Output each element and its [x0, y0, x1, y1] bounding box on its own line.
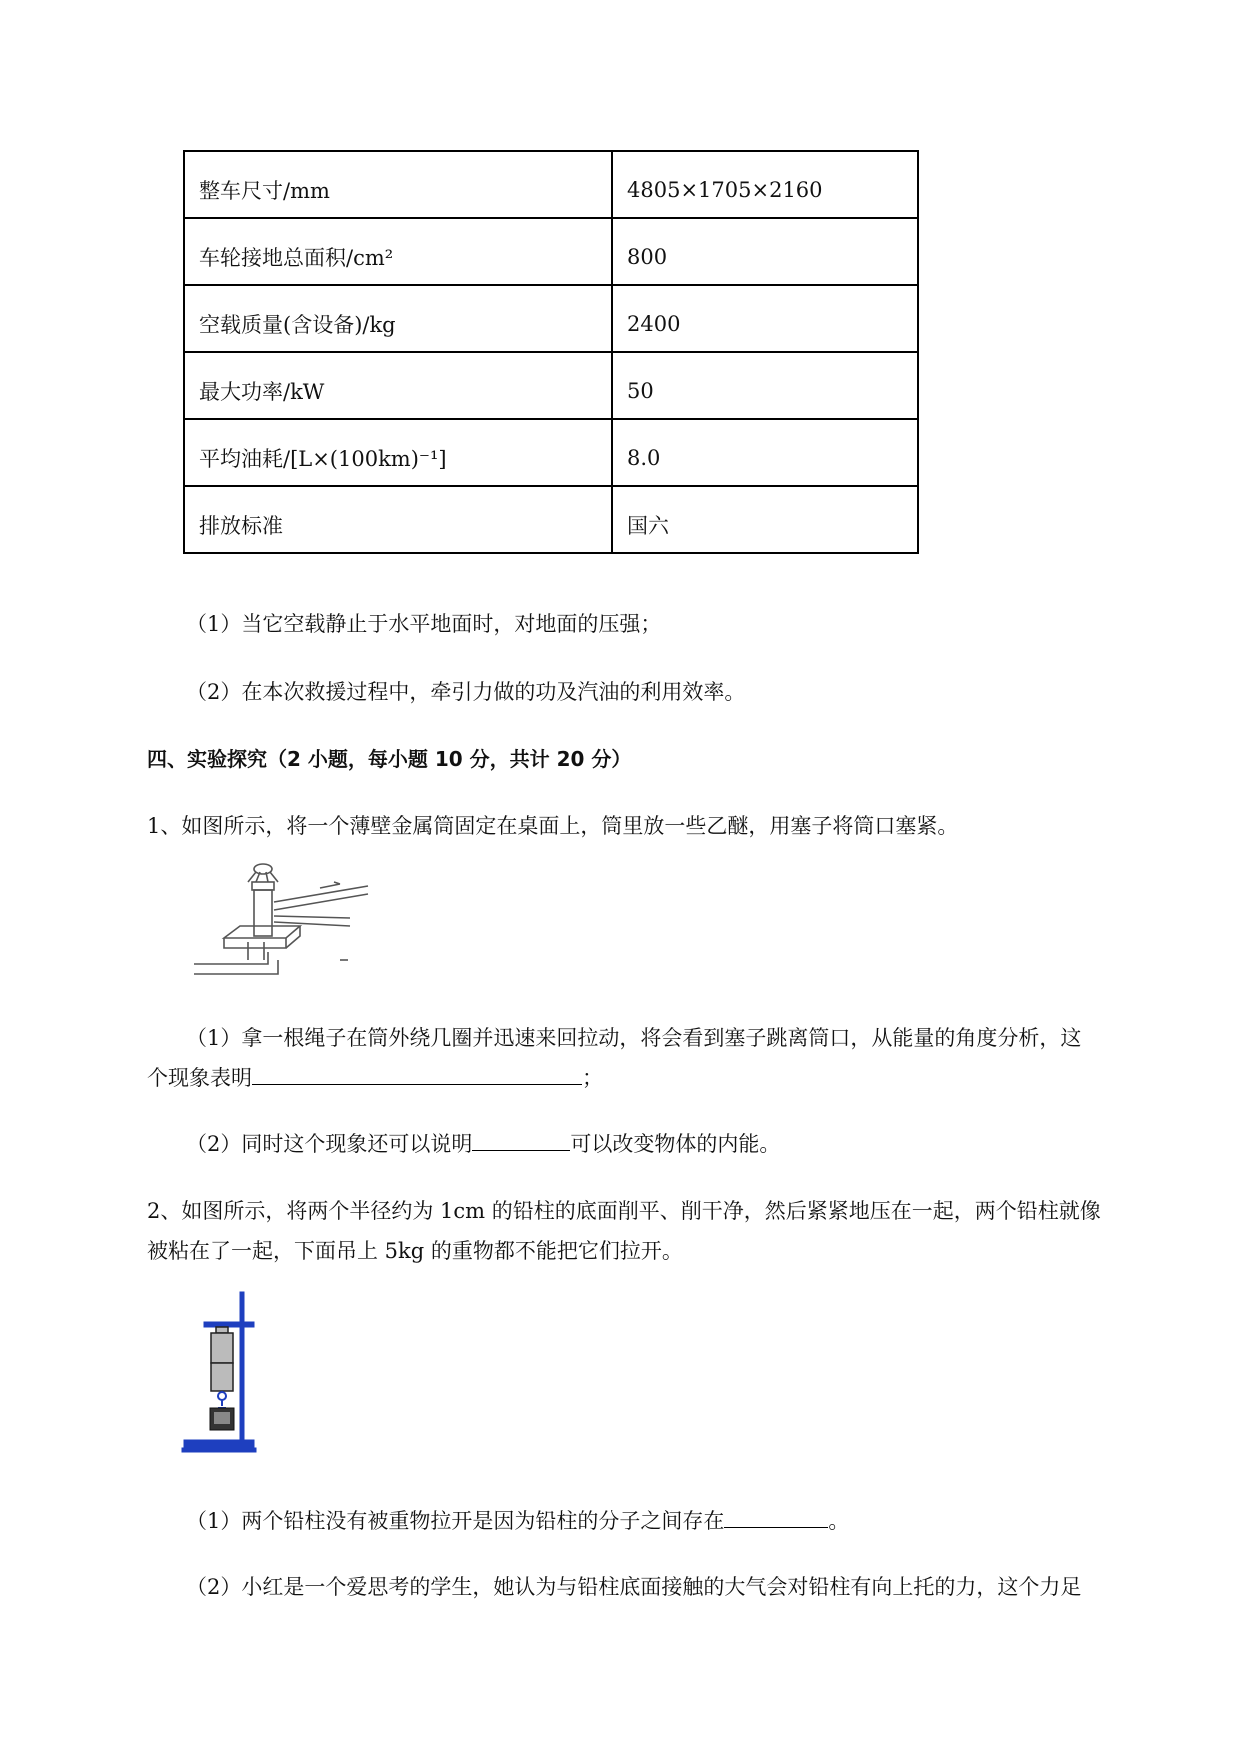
table-cell-value: 国六	[612, 486, 918, 553]
table-cell-value: 800	[612, 218, 918, 285]
table-cell-value: 8.0	[612, 419, 918, 486]
table-cell-value: 2400	[612, 285, 918, 352]
table-cell-label: 整车尺寸/mm	[184, 151, 612, 218]
question-1: （1）当它空载静止于水平地面时，对地面的压强；	[186, 612, 662, 636]
table-cell-label: 最大功率/kW	[184, 352, 612, 419]
p2-sub1-end: 。	[828, 1509, 850, 1533]
table-row	[184, 285, 918, 352]
table-row	[184, 352, 918, 419]
table-cell-value: 50	[612, 352, 918, 419]
p2-sub1-text: （1）两个铅柱没有被重物拉开是因为铅柱的分子之间存在	[186, 1509, 725, 1533]
p1-sub1-text: 个现象表明	[147, 1066, 252, 1090]
answer-blank-2[interactable]	[472, 1128, 570, 1151]
section-title: 四、实验探究（2 小题，每小题 10 分，共计 20 分）	[147, 747, 632, 771]
p2-sub1	[186, 1505, 849, 1535]
metal-tube-figure	[190, 860, 380, 985]
p2-sub2: （2）小红是一个爱思考的学生，她认为与铅柱底面接触的大气会对铅柱有向上托的力，这个力足	[186, 1575, 1082, 1599]
table-cell-label: 车轮接地总面积/cm²	[184, 218, 612, 285]
table-row	[184, 419, 918, 486]
answer-blank-3[interactable]	[724, 1505, 828, 1528]
spec-table	[183, 150, 919, 554]
question-2: （2）在本次救援过程中，牵引力做的功及汽油的利用效率。	[186, 680, 746, 704]
lead-cylinder-figure	[180, 1290, 260, 1460]
problem2-stem-line1: 2、如图所示，将两个半径约为 1cm 的铅柱的底面削平、削干净，然后紧紧地压在一起，两个铅柱就像	[147, 1199, 1101, 1223]
problem1-stem: 1、如图所示，将一个薄壁金属筒固定在桌面上，筒里放一些乙醚，用塞子将筒口塞紧。	[147, 814, 959, 838]
p1-sub2-end: 可以改变物体的内能。	[570, 1132, 781, 1156]
problem2-stem-line2: 被粘在了一起，下面吊上 5kg 的重物都不能把它们拉开。	[147, 1239, 683, 1263]
table-cell-label: 空载质量(含设备)/kg	[184, 285, 612, 352]
p1-sub1-end: ；	[582, 1066, 603, 1090]
answer-blank-1[interactable]	[252, 1062, 582, 1085]
table-row	[184, 218, 918, 285]
table-row	[184, 151, 918, 218]
table-cell-label: 排放标准	[184, 486, 612, 553]
table-cell-label: 平均油耗/[L×(100km)⁻¹]	[184, 419, 612, 486]
p1-sub1-line1: （1）拿一根绳子在筒外绕几圈并迅速来回拉动，将会看到塞子跳离筒口，从能量的角度分析，这	[186, 1026, 1082, 1050]
p1-sub2-text: （2）同时这个现象还可以说明	[186, 1132, 473, 1156]
table-cell-value: 4805×1705×2160	[612, 151, 918, 218]
p1-sub2	[186, 1128, 780, 1158]
table-row	[184, 486, 918, 553]
p1-sub1-line2	[147, 1062, 603, 1092]
